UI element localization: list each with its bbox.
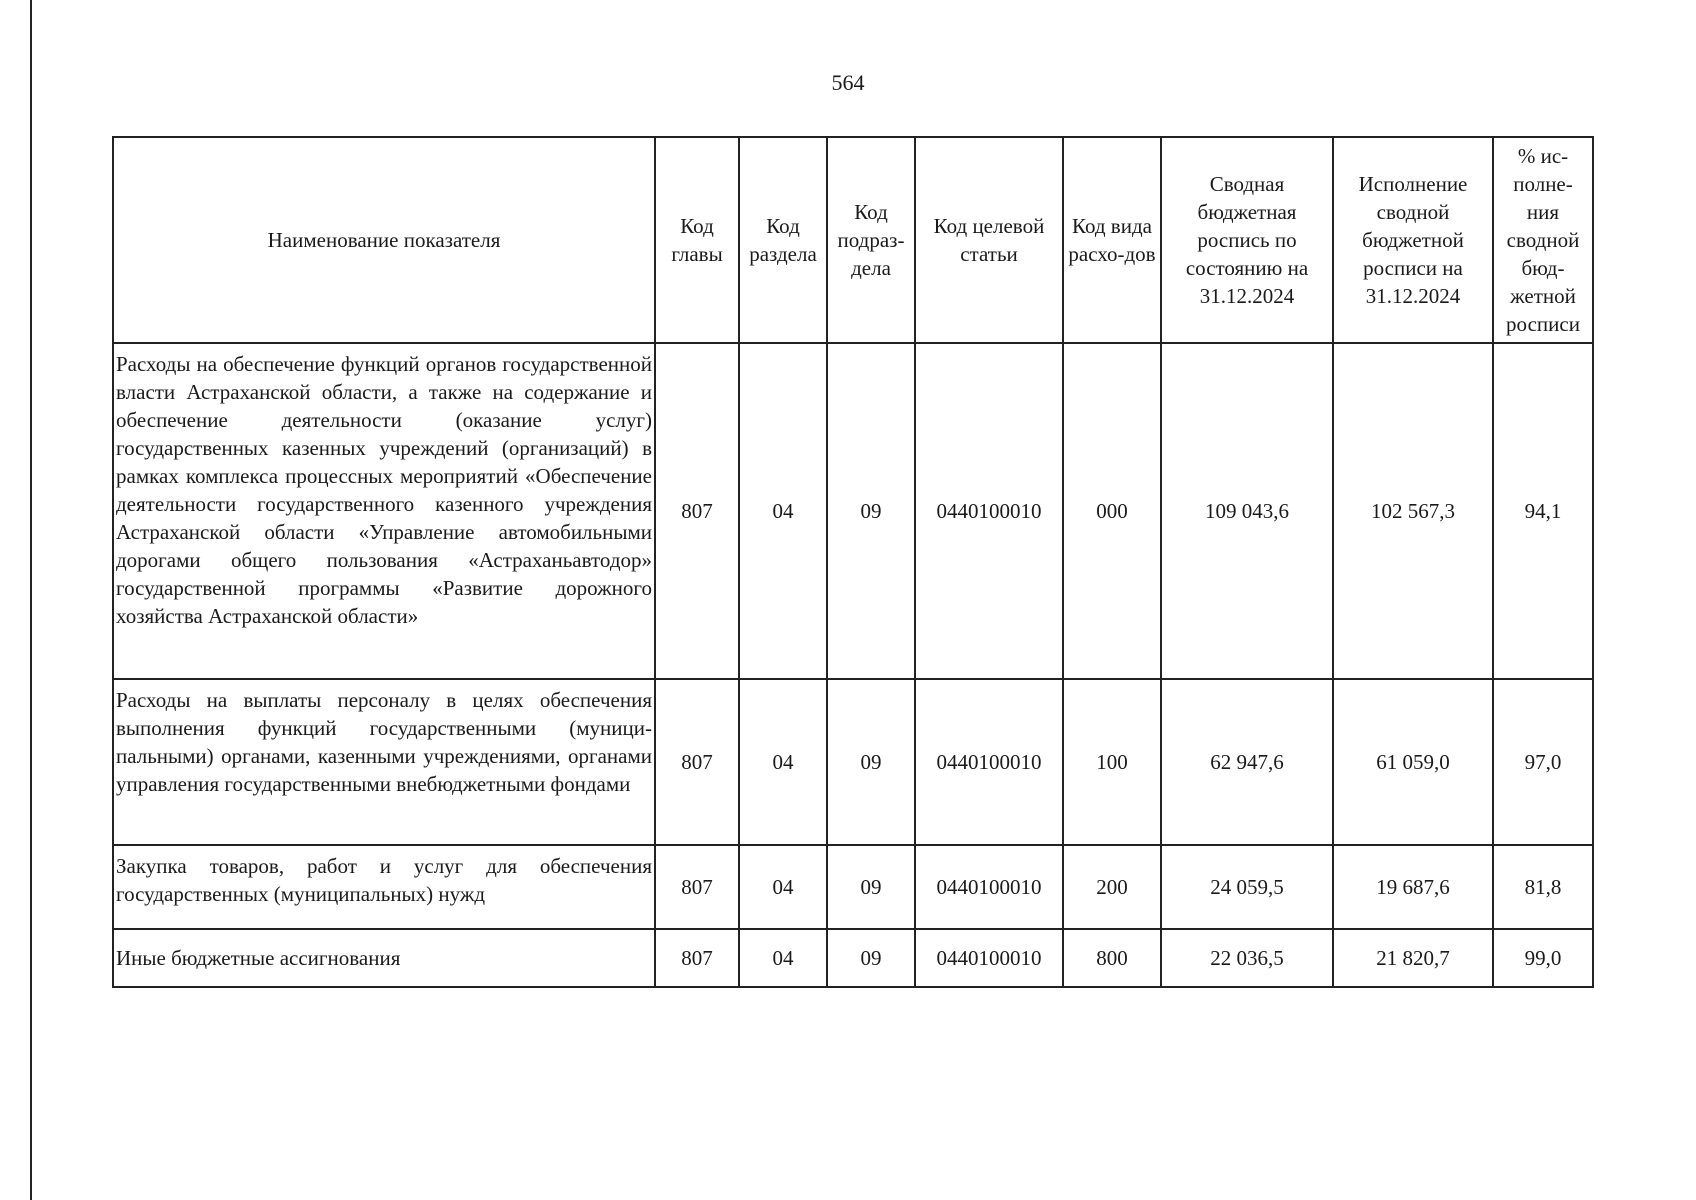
budget-table [112, 136, 1594, 988]
cell-percent: 81,8 [1493, 845, 1593, 929]
cell-percent: 97,0 [1493, 679, 1593, 845]
header-expense-type-code: Код вида расхо-дов [1063, 137, 1161, 343]
cell-execution: 19 687,6 [1333, 845, 1493, 929]
cell-target: 0440100010 [915, 679, 1063, 845]
cell-name: Расходы на обеспечение функций органов государственной власти Астраханской области, а также на содержание и обеспечение деятельности (оказание услуг) государственных казенных учреждений (организаций) в рамках комплекса процессных мероприятий «Обеспечение деятельности государственного казенного учреждения Астраханской области «Управление автомобильными дорогами общего пользования «Астраханьавтодор» государственной программы «Развитие дорожного хозяйства Астраханской области» [113, 343, 655, 679]
cell-plan: 22 036,5 [1161, 929, 1333, 987]
cell-subsection: 09 [827, 929, 915, 987]
table-row [113, 929, 1593, 987]
table-row [113, 679, 1593, 845]
cell-section: 04 [739, 929, 827, 987]
cell-subsection: 09 [827, 845, 915, 929]
cell-subsection: 09 [827, 679, 915, 845]
table-row [113, 343, 1593, 679]
cell-section: 04 [739, 343, 827, 679]
cell-plan: 62 947,6 [1161, 679, 1333, 845]
cell-execution: 102 567,3 [1333, 343, 1493, 679]
cell-name: Закупка товаров, работ и услуг для обеспечения государственных (муниципальных) нужд [113, 845, 655, 929]
cell-chapter: 807 [655, 343, 739, 679]
table-row [113, 845, 1593, 929]
header-target-code: Код целевой статьи [915, 137, 1063, 343]
cell-subsection: 09 [827, 343, 915, 679]
cell-plan: 109 043,6 [1161, 343, 1333, 679]
cell-target: 0440100010 [915, 343, 1063, 679]
cell-chapter: 807 [655, 845, 739, 929]
cell-expense-type: 100 [1063, 679, 1161, 845]
cell-expense-type: 000 [1063, 343, 1161, 679]
cell-chapter: 807 [655, 929, 739, 987]
cell-expense-type: 200 [1063, 845, 1161, 929]
header-percent: % ис-полне-ния сводной бюд-жетной росписи [1493, 137, 1593, 343]
cell-target: 0440100010 [915, 845, 1063, 929]
cell-chapter: 807 [655, 679, 739, 845]
cell-section: 04 [739, 679, 827, 845]
page-number: 564 [831, 70, 865, 95]
cell-percent: 99,0 [1493, 929, 1593, 987]
cell-percent: 94,1 [1493, 343, 1593, 679]
table-header-row [113, 137, 1593, 343]
cell-execution: 61 059,0 [1333, 679, 1493, 845]
cell-name: Иные бюджетные ассигнования [113, 929, 655, 987]
cell-section: 04 [739, 845, 827, 929]
header-execution: Исполнение сводной бюджетной росписи на 31.12.2024 [1333, 137, 1493, 343]
header-chapter-code: Код главы [655, 137, 739, 343]
cell-execution: 21 820,7 [1333, 929, 1493, 987]
header-name: Наименование показателя [113, 137, 655, 343]
cell-name: Расходы на выплаты персоналу в целях обеспечения выполнения функций государственными (муниципальными) органами, казенными учреждениями, органами управления государственными внебюджетными фондами [113, 679, 655, 845]
header-subsection-code: Код подраз-дела [827, 137, 915, 343]
cell-target: 0440100010 [915, 929, 1063, 987]
header-section-code: Код раздела [739, 137, 827, 343]
cell-plan: 24 059,5 [1161, 845, 1333, 929]
left-margin-rule [30, 0, 32, 1200]
header-plan: Сводная бюджетная роспись по состоянию на 31.12.2024 [1161, 137, 1333, 343]
cell-expense-type: 800 [1063, 929, 1161, 987]
